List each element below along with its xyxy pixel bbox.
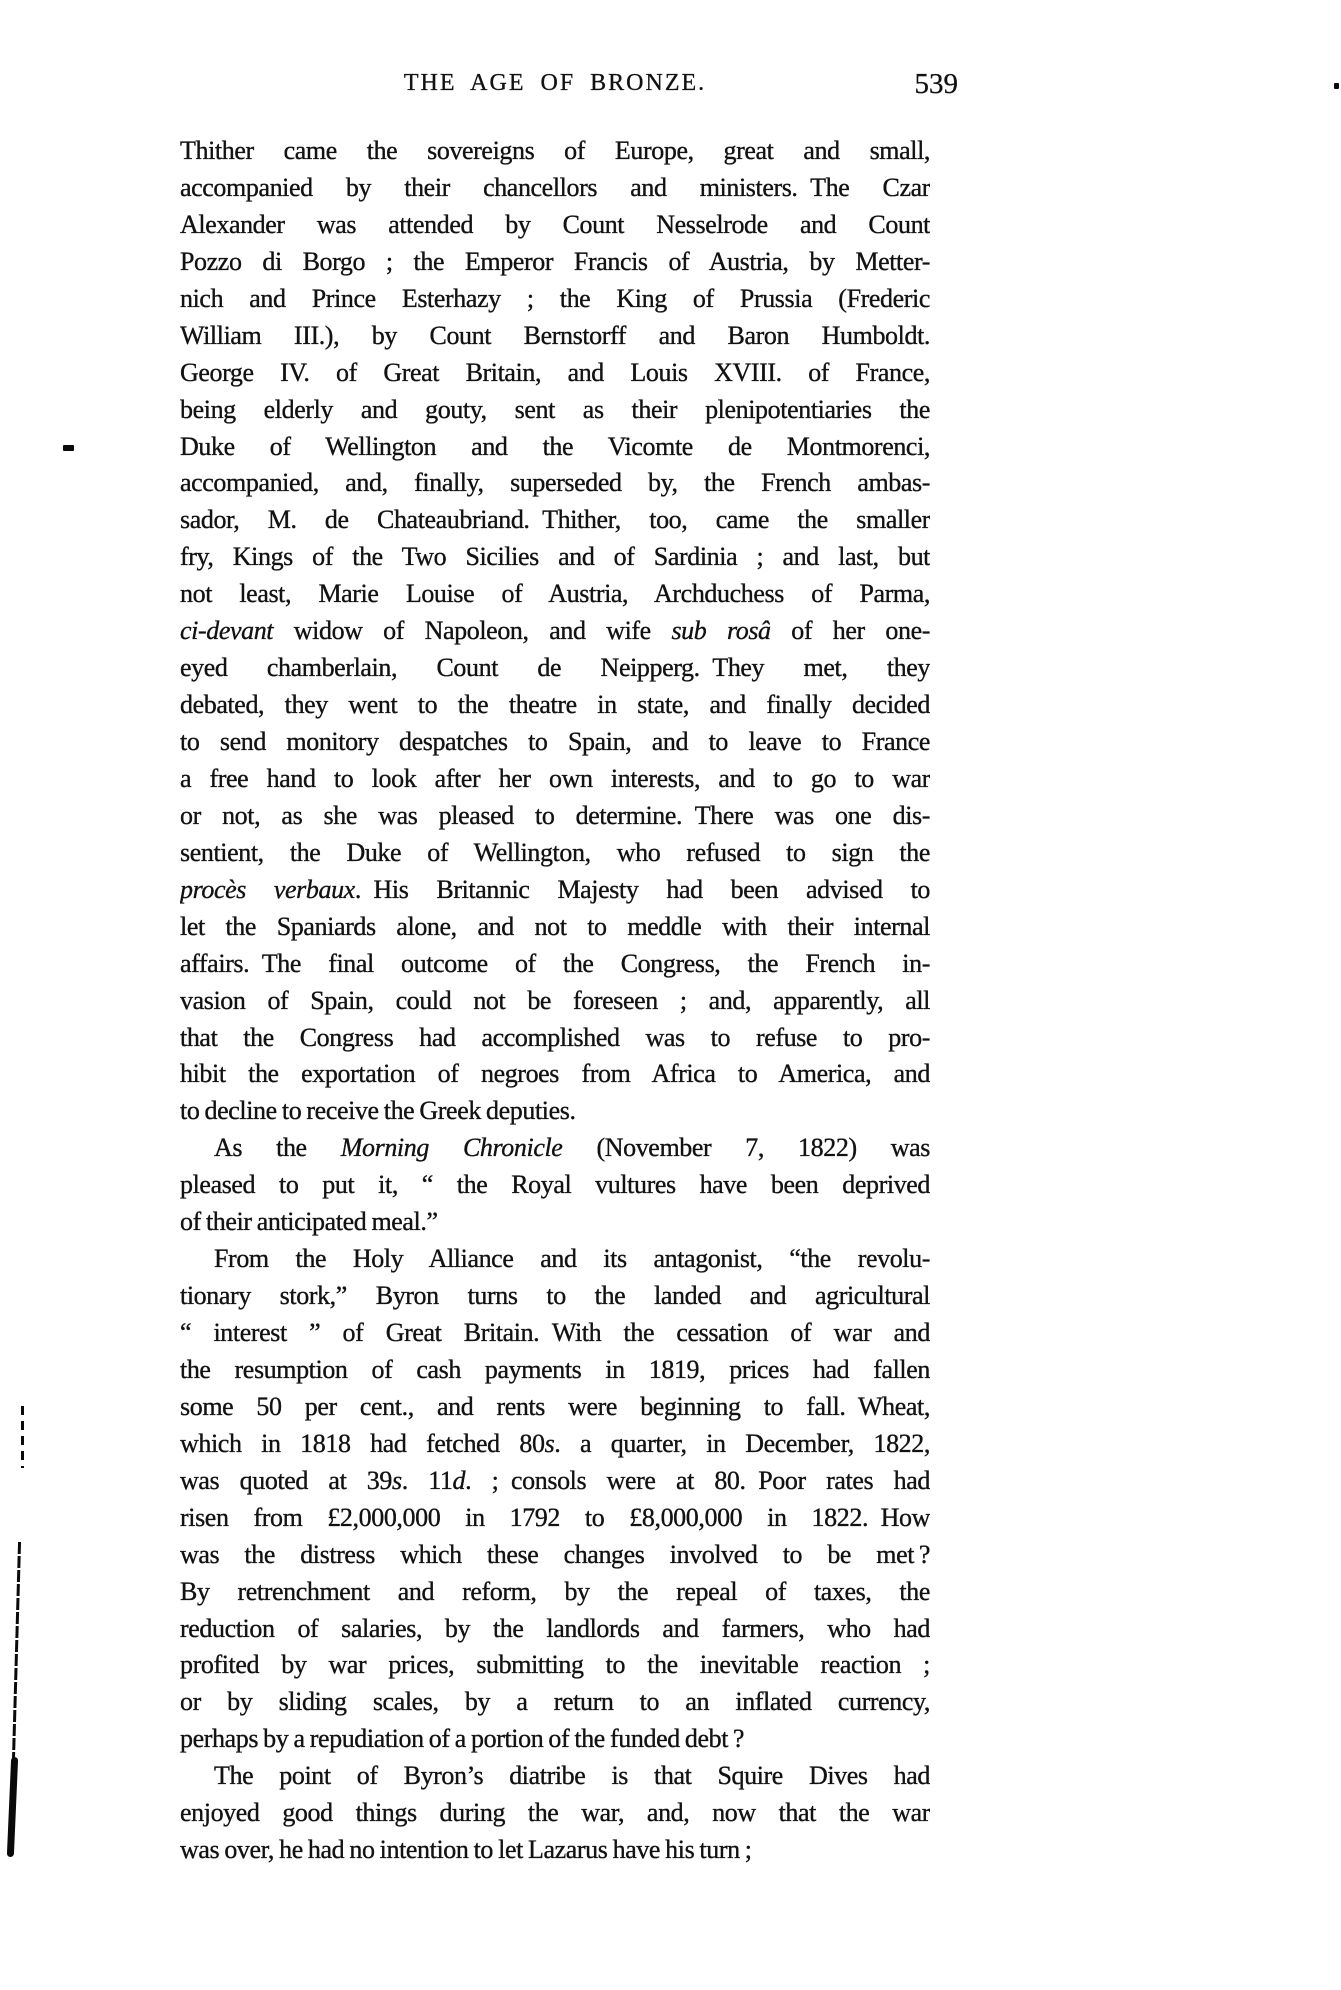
text-line: profited by war prices, submitting to the inevitable reaction ; <box>180 1650 930 1680</box>
page-number: 539 <box>914 68 958 100</box>
running-header <box>180 68 958 100</box>
text-line: tionary stork,” Byron turns to the landed and agricultural <box>180 1281 930 1311</box>
text-line: Pozzo di Borgo ; the Emperor Francis of Austria, by Metter- <box>180 246 930 276</box>
text-line: sentient, the Duke of Wellington, who refused to sign the <box>180 837 930 867</box>
text-line: “ interest ” of Great Britain. With the cessation of war and <box>180 1318 930 1347</box>
text-line: risen from £2,000,000 in 1792 to £8,000,000 in 1822. How <box>180 1502 930 1532</box>
text-line: to decline to receive the Greek deputies. <box>180 1096 576 1126</box>
text-line: eyed chamberlain, Count de Neipperg. They met, they <box>180 653 930 683</box>
text-line: nich and Prince Esterhazy ; the King of Prussia (Frederic <box>180 283 930 313</box>
text-line: sador, M. de Chateaubriand. Thither, too, came the smaller <box>180 505 930 535</box>
scan-speck-left-margin <box>63 445 74 451</box>
scan-speck-top-right <box>1334 83 1339 89</box>
text-line: debated, they went to the theatre in state, and finally decided <box>180 690 930 720</box>
text-line: not least, Marie Louise of Austria, Archduchess of Parma, <box>180 579 930 609</box>
text-line: Alexander was attended by Count Nesselrode and Count <box>180 209 930 239</box>
scan-mark-dashed-line <box>21 1406 24 1468</box>
text-line: was the distress which these changes involved to be met ? <box>180 1539 930 1569</box>
text-line: fry, Kings of the Two Sicilies and of Sardinia ; and last, but <box>180 542 930 572</box>
text-line: affairs. The final outcome of the Congress, the French in- <box>180 948 930 978</box>
text-line: By retrenchment and reform, by the repeal of taxes, the <box>180 1576 930 1606</box>
text-line: accompanied, and, finally, superseded by, the French ambas- <box>180 468 930 498</box>
text-line: vasion of Spain, could not be foreseen ; and, apparently, all <box>180 985 930 1015</box>
text-line: which in 1818 had fetched 80s. a quarter, in December, 1822, <box>180 1428 930 1458</box>
text-column <box>180 0 958 1869</box>
text-line: being elderly and gouty, sent as their plenipotentiaries the <box>180 394 930 424</box>
text-line: hibit the exportation of negroes from Africa to America, and <box>180 1059 930 1089</box>
text-line: perhaps by a repudiation of a portion of the funded debt ? <box>180 1724 745 1754</box>
text-line: William III.), by Count Bernstorff and Baron Humboldt. <box>180 320 930 350</box>
text-line: enjoyed good things during the war, and, now that the war <box>180 1798 930 1828</box>
text-line: or by sliding scales, by a return to an inflated currency, <box>180 1687 930 1717</box>
text-line: some 50 per cent., and rents were beginning to fall. Wheat, <box>180 1391 930 1421</box>
text-line: pleased to put it, “ the Royal vultures have been deprived <box>180 1170 930 1200</box>
scan-mark-thick-stroke <box>7 1757 18 1857</box>
text-line: or not, as she was pleased to determine. There was one dis- <box>180 800 930 830</box>
text-line: to send monitory despatches to Spain, and to leave to France <box>180 727 930 756</box>
text-line: was over, he had no intention to let Lazarus have his turn ; <box>180 1835 752 1865</box>
scan-mark-thin-line <box>12 1540 21 1762</box>
text-line: The point of Byron’s diatribe is that Squire Dives had <box>214 1761 930 1791</box>
text-line: As the Morning Chronicle (November 7, 1822) was <box>214 1133 930 1163</box>
text-line: a free hand to look after her own interests, and to go to war <box>180 763 930 793</box>
page-body <box>180 133 930 1869</box>
text-line: reduction of salaries, by the landlords and farmers, who had <box>180 1613 930 1643</box>
text-line: George IV. of Great Britain, and Louis XVIII. of France, <box>180 357 930 387</box>
text-line: let the Spaniards alone, and not to meddle with their internal <box>180 911 930 941</box>
text-line: Duke of Wellington and the Vicomte de Montmorenci, <box>180 431 930 461</box>
text-line: From the Holy Alliance and its antagonist, “the revolu- <box>214 1244 930 1274</box>
text-line: was quoted at 39s. 11d. ; consols were at 80. Poor rates had <box>180 1465 930 1495</box>
text-line: accompanied by their chancellors and ministers. The Czar <box>180 172 930 202</box>
text-line: procès verbaux. His Britannic Majesty had been advised to <box>180 874 930 904</box>
text-line: of their anticipated meal.” <box>180 1207 438 1237</box>
text-line: Thither came the sovereigns of Europe, great and small, <box>180 136 930 165</box>
running-header-title: THE AGE OF BRONZE. <box>403 70 707 96</box>
text-line: the resumption of cash payments in 1819, prices had fallen <box>180 1354 930 1384</box>
text-line: ci-devant widow of Napoleon, and wife sub rosâ of her one- <box>180 616 930 646</box>
text-line: that the Congress had accomplished was to refuse to pro- <box>180 1022 930 1052</box>
